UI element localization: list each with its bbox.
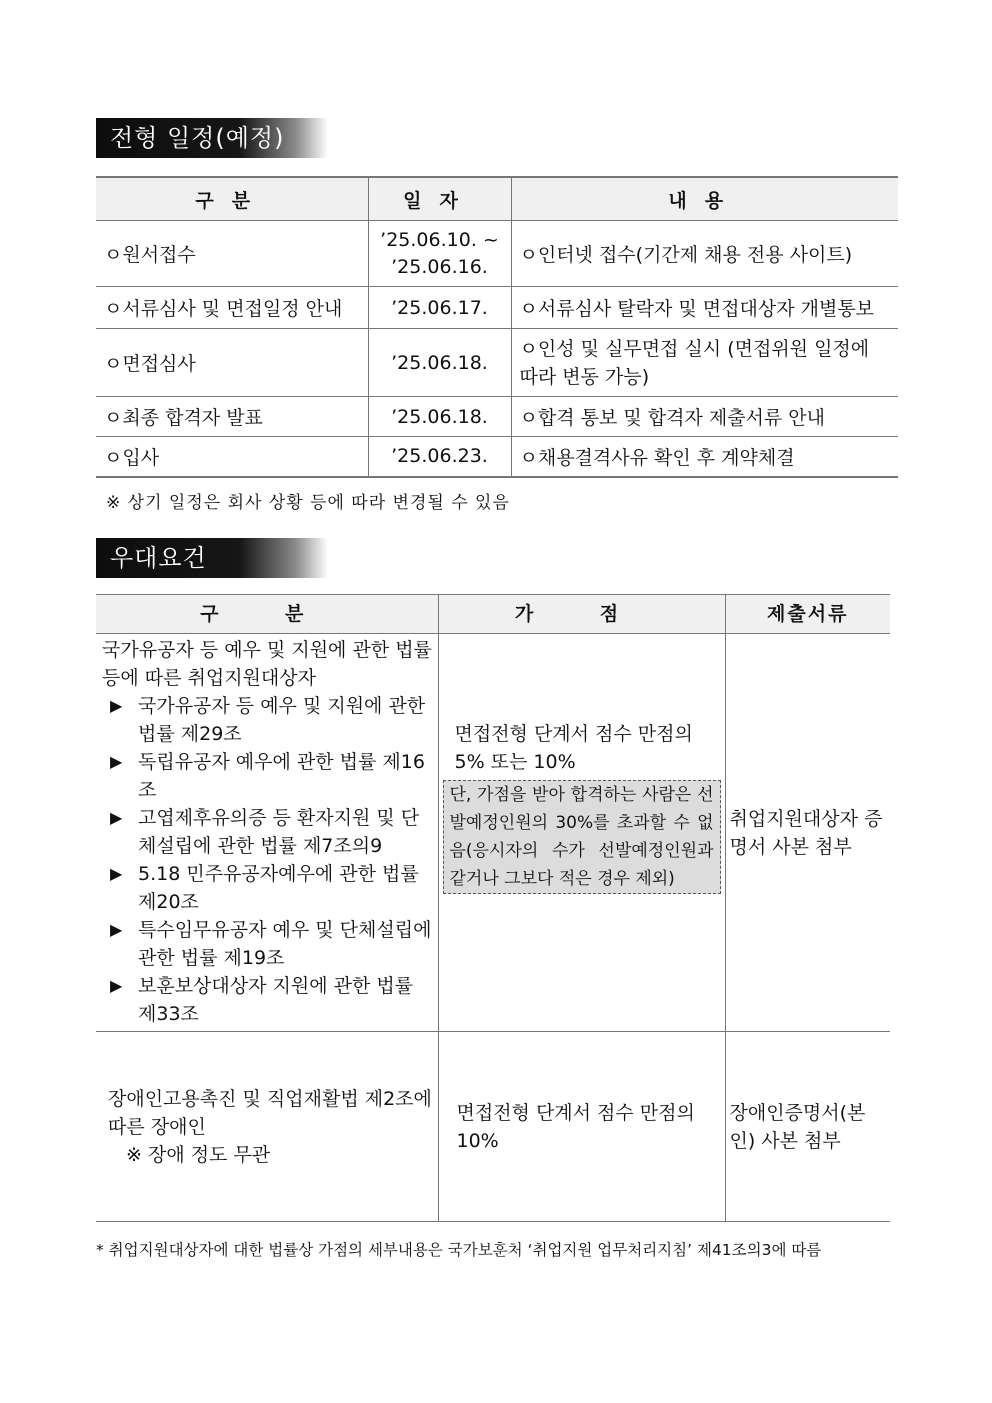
- header-category: 구 분: [96, 595, 438, 634]
- date-cell: ’25.06.17.: [368, 287, 511, 329]
- table-row: [96, 634, 890, 1032]
- law-item: [100, 972, 434, 1028]
- right-triangle-icon: ▶: [110, 752, 123, 771]
- right-triangle-icon: ▶: [110, 864, 123, 883]
- right-triangle-icon: ▶: [110, 696, 123, 715]
- header-bonus: 가 점: [438, 595, 725, 634]
- law-item: [100, 916, 434, 972]
- law-item: [100, 860, 434, 916]
- date-cell: ’25.06.18.: [368, 397, 511, 437]
- date-cell: ’25.06.23.: [368, 437, 511, 477]
- law-item: [100, 804, 434, 860]
- section-title-schedule: 전형 일정(예정): [96, 118, 328, 158]
- category-text: 장애인고용촉진 및 직업재활법 제2조에 따른 장애인: [108, 1087, 432, 1138]
- header-date: 일자: [368, 177, 511, 221]
- stage-cell: ㅇ입사: [96, 437, 368, 477]
- schedule-note: ※ 상기 일정은 회사 상황 등에 따라 변경될 수 있음: [106, 493, 510, 513]
- right-triangle-icon: ▶: [110, 808, 123, 827]
- schedule-table: [96, 176, 898, 478]
- header-category: 구분: [96, 177, 368, 221]
- bonus-cell: [438, 634, 725, 1032]
- desc-cell: ㅇ서류심사 탈락자 및 면접대상자 개별통보: [511, 287, 898, 329]
- table-row: [96, 329, 898, 397]
- bonus-cell: 면접전형 단계서 점수 만점의 10%: [438, 1032, 725, 1222]
- law-text: 고엽제후유의증 등 환자지원 및 단체설립에 관한 법률 제7조의9: [138, 807, 420, 857]
- category-head: 국가유공자 등 예우 및 지원에 관한 법률 등에 따른 취업지원대상자: [102, 639, 432, 689]
- footnote: * 취업지원대상자에 대한 법률상 가점의 세부내용은 국가보훈처 ‘취업지원 업무처리지침’ 제41조의3에 따름: [96, 1241, 822, 1259]
- header-content: 내용: [511, 177, 898, 221]
- table-row: [96, 221, 898, 287]
- stage-cell: ㅇ서류심사 및 면접일정 안내: [96, 287, 368, 329]
- law-text: 독립유공자 예우에 관한 법률 제16조: [138, 751, 425, 801]
- stage-cell: ㅇ면접심사: [96, 329, 368, 397]
- preference-header-row: [96, 595, 890, 634]
- date-cell: ’25.06.10. ~ ’25.06.16.: [368, 221, 511, 287]
- table-row: [96, 397, 898, 437]
- desc-cell: ㅇ합격 통보 및 합격자 제출서류 안내: [511, 397, 898, 437]
- schedule-header-row: [96, 177, 898, 221]
- law-item: [100, 692, 434, 748]
- law-item: [100, 748, 434, 804]
- stage-cell: ㅇ최종 합격자 발표: [96, 397, 368, 437]
- law-list: [100, 692, 434, 1028]
- section-title-preference: 우대요건: [96, 538, 328, 578]
- desc-cell: ㅇ채용결격사유 확인 후 계약체결: [511, 437, 898, 477]
- law-text: 5.18 민주유공자예우에 관한 법률 제20조: [138, 863, 419, 913]
- preference-table: [96, 594, 890, 1222]
- documents-cell: 취업지원대상자 증명서 사본 첨부: [725, 634, 890, 1032]
- table-row: [96, 287, 898, 329]
- table-row: [96, 437, 898, 477]
- documents-cell: 장애인증명서(본인) 사본 첨부: [725, 1032, 890, 1222]
- law-text: 특수임무유공자 예우 및 단체설립에 관한 법률 제19조: [138, 919, 432, 969]
- desc-cell: ㅇ인터넷 접수(기간제 채용 전용 사이트): [511, 221, 898, 287]
- desc-cell: ㅇ인성 및 실무면접 실시 (면접위원 일정에 따라 변동 가능): [511, 329, 898, 397]
- law-text: 보훈보상대상자 지원에 관한 법률 제33조: [138, 975, 414, 1025]
- category-note: ※ 장애 정도 무관: [126, 1143, 271, 1166]
- date-cell: ’25.06.18.: [368, 329, 511, 397]
- bonus-text: 면접전형 단계서 점수 만점의 5% 또는 10%: [454, 723, 693, 773]
- right-triangle-icon: ▶: [110, 920, 123, 939]
- header-documents: 제출서류: [725, 595, 890, 634]
- stage-cell: ㅇ원서접수: [96, 221, 368, 287]
- category-cell: [96, 634, 438, 1032]
- right-triangle-icon: ▶: [110, 976, 123, 995]
- law-text: 국가유공자 등 예우 및 지원에 관한 법률 제29조: [138, 695, 426, 745]
- table-row: [96, 1032, 890, 1222]
- bonus-note: 단, 가점을 받아 합격하는 사람은 선발예정인원의 30%를 초과할 수 없음(응시자의 수가 선발예정인원과 같거나 그보다 적은 경우 제외): [443, 780, 721, 894]
- category-cell: [96, 1032, 438, 1222]
